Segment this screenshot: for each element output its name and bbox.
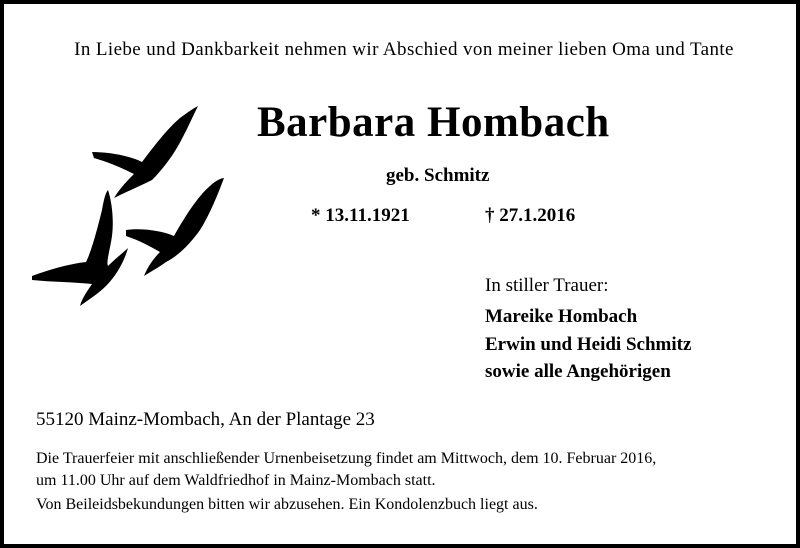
mourner-item: sowie alle Angehörigen [485,361,671,382]
mourners-list [485,303,691,386]
deceased-name: Barbara Hombach [257,99,610,146]
bird-top-icon [92,106,198,198]
mourner-item: Erwin und Heidi Schmitz [485,333,692,355]
condolence-note: Von Beileidsbekundungen bitten wir abzusehen. Ein Kondolenzbuch liegt aus. [36,496,538,513]
bird-left-icon [32,190,128,306]
address: 55120 Mainz-Mombach, An der Plantage 23 [36,409,375,430]
funeral-line: um 11.00 Uhr auf dem Waldfriedhof in Mainz-Mombach statt. [36,472,436,489]
funeral-info [36,448,781,492]
mourner-item: Mareike Hombach [485,306,638,327]
birth-date: * 13.11.1921 [311,205,410,226]
maiden-name: geb. Schmitz [386,165,490,186]
death-date: † 27.1.2016 [485,205,576,226]
flying-birds-icon [30,102,230,312]
funeral-line: Die Trauerfeier mit anschließender Urnenbeisetzung findet am Mittwoch, dem 10. Februar 2016, [36,450,657,467]
bird-right-icon [126,178,224,276]
mourning-heading: In stiller Trauer: [485,275,609,296]
intro-text: In Liebe und Dankbarkeit nehmen wir Abschied von meiner lieben Oma und Tante [74,39,734,60]
